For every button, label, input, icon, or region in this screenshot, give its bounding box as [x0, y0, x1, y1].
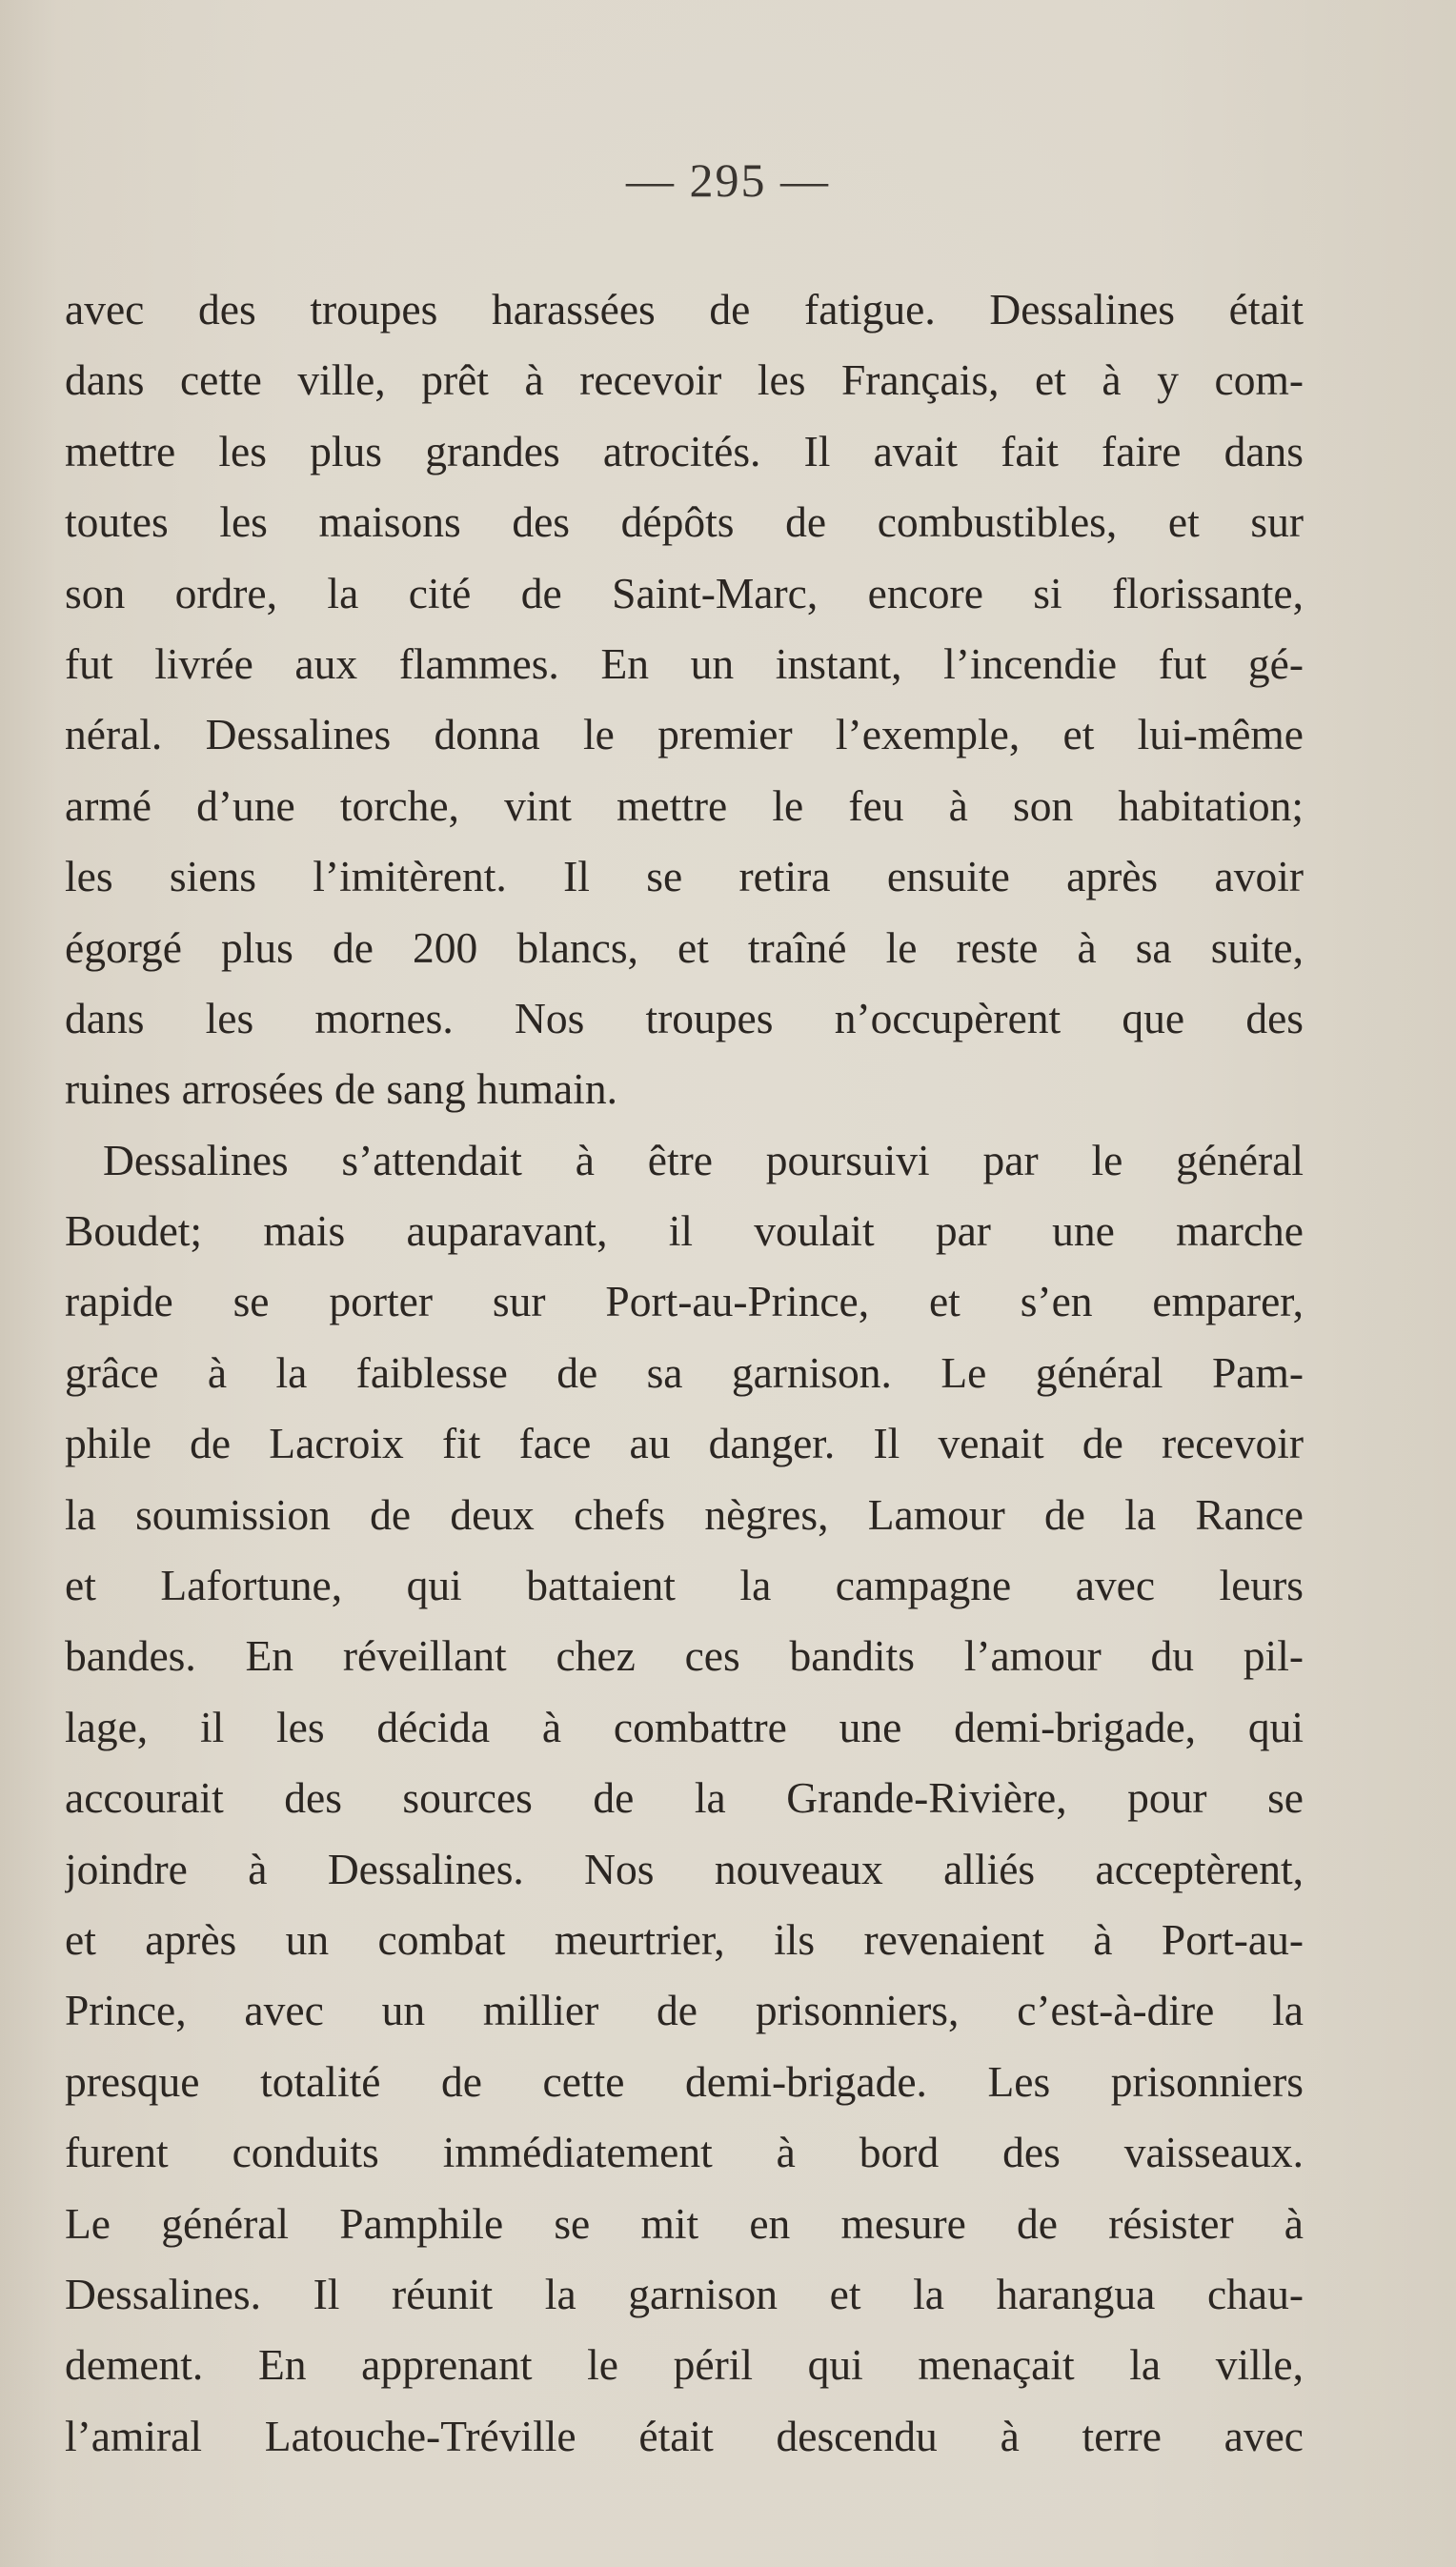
text-line: Boudet; mais auparavant, il voulait par une marche [65, 1206, 1304, 1256]
text-line: Prince, avec un millier de prisonniers, c’est-à-dire la [65, 1986, 1304, 2035]
text-line: furent conduits immédiatement à bord des vaisseaux. [65, 2128, 1304, 2177]
text-line: bandes. En réveillant chez ces bandits l’amour du pil- [65, 1631, 1304, 1681]
text-line: fut livrée aux flammes. En un instant, l’incendie fut gé- [65, 638, 1304, 688]
text-line: égorgé plus de 200 blancs, et traîné le reste à sa suite, [65, 922, 1304, 972]
text-line: phile de Lacroix fit face au danger. Il venait de recevoir [65, 1419, 1304, 1468]
text-line: Dessalines. Il réunit la garnison et la harangua chau- [65, 2269, 1304, 2318]
page-number: — 295 — [626, 153, 830, 207]
text-line: et après un combat meurtrier, ils revenaient à Port-au- [65, 1914, 1304, 1964]
paragraph-start-line: Dessalines s’attendait à être poursuivi par le général [103, 1135, 1304, 1184]
text-line: lage, il les décida à combattre une demi-brigade, qui [65, 1702, 1304, 1751]
text-line: son ordre, la cité de Saint-Marc, encore si florissante, [65, 568, 1304, 617]
text-line: toutes les maisons des dépôts de combustibles, et sur [65, 497, 1304, 547]
text-line: mettre les plus grandes atrocités. Il avait fait faire dans [65, 426, 1304, 475]
text-line: joindre à Dessalines. Nos nouveaux alliés acceptèrent, [65, 1844, 1304, 1893]
text-line: grâce à la faiblesse de sa garnison. Le général Pam- [65, 1347, 1304, 1397]
text-line: la soumission de deux chefs nègres, Lamour de la Rance [65, 1489, 1304, 1539]
paragraph-end-line: ruines arrosées de sang humain. [65, 1064, 617, 1114]
text-line: accourait des sources de la Grande-Rivière, pour se [65, 1773, 1304, 1823]
text-line: Le général Pamphile se mit en mesure de résister à [65, 2198, 1304, 2248]
text-line: presque totalité de cette demi-brigade. Les prisonniers [65, 2056, 1304, 2106]
text-line: néral. Dessalines donna le premier l’exemple, et lui-même [65, 710, 1304, 759]
text-line: rapide se porter sur Port-au-Prince, et s’en emparer, [65, 1277, 1304, 1326]
text-line: dans cette ville, prêt à recevoir les Français, et à y com- [65, 355, 1304, 405]
text-line: dement. En apprenant le péril qui menaçait la ville, [65, 2340, 1304, 2390]
text-line: les siens l’imitèrent. Il se retira ensuite après avoir [65, 852, 1304, 901]
text-line: armé d’une torche, vint mettre le feu à son habitation; [65, 780, 1304, 830]
text-line: dans les mornes. Nos troupes n’occupèrent que des [65, 993, 1304, 1042]
text-line: l’amiral Latouche-Tréville était descendu à terre avec [65, 2411, 1304, 2460]
text-line: et Lafortune, qui battaient la campagne avec leurs [65, 1561, 1304, 1610]
text-line: avec des troupes harassées de fatigue. Dessalines était [65, 285, 1304, 334]
body-text [65, 274, 1304, 2472]
